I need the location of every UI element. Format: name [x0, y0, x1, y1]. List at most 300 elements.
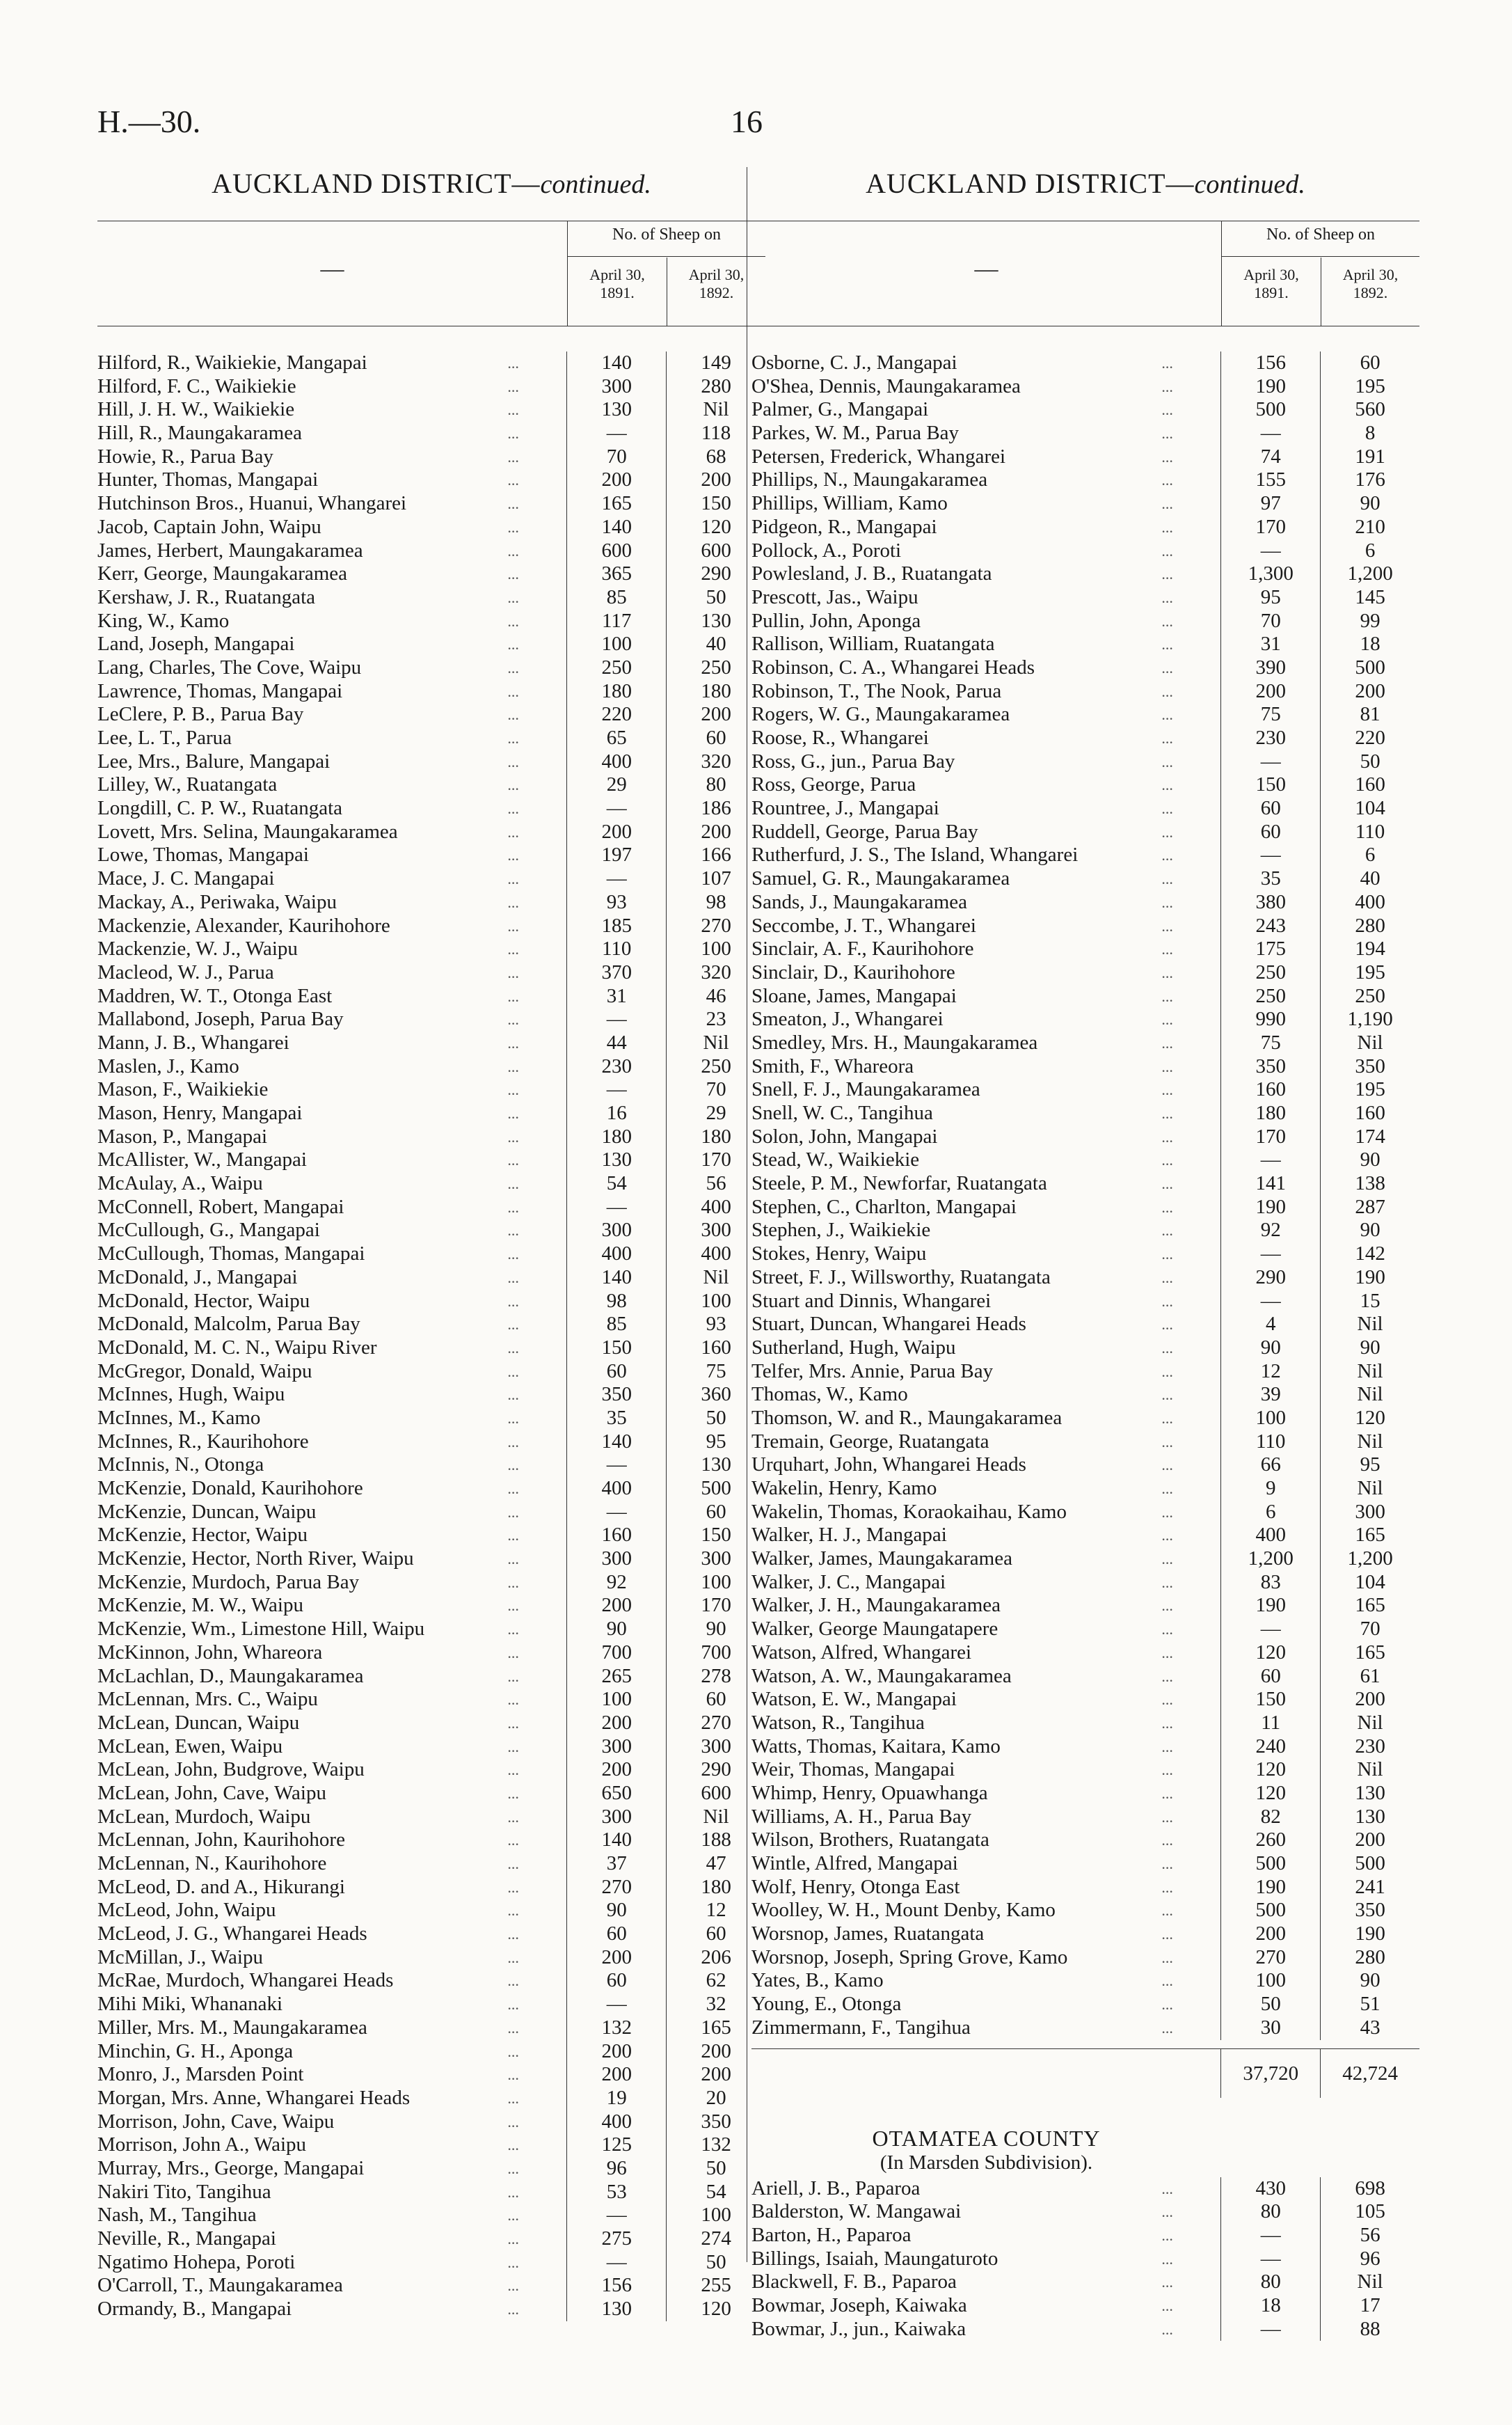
sheep-1891: 6 — [1220, 1501, 1320, 1524]
table-row — [751, 633, 1419, 656]
owner-name: Prescott, Jas., Waipu — [751, 585, 918, 608]
sheep-1892: 250 — [666, 656, 765, 680]
leader-dots: ... — [1161, 565, 1173, 583]
sheep-1892: 50 — [1320, 750, 1419, 774]
leader-dots: ... — [507, 846, 519, 864]
table-row — [97, 2181, 765, 2204]
leader-dots: ... — [507, 1151, 519, 1169]
sheep-1892: 160 — [666, 1336, 765, 1360]
table-row — [97, 1946, 765, 1970]
sheep-1891: 82 — [1220, 1806, 1320, 1829]
leader-dots: ... — [507, 1338, 519, 1357]
sheep-1891: 90 — [566, 1618, 666, 1641]
owner-name: McAulay, A., Waipu — [97, 1172, 263, 1195]
sheep-1892: 400 — [1320, 891, 1419, 915]
leader-dots: ... — [1161, 2296, 1173, 2314]
table-row — [97, 1782, 765, 1806]
sheep-1892: 160 — [1320, 773, 1419, 797]
sheep-1892: 300 — [666, 1735, 765, 1759]
sheep-1892: 149 — [666, 351, 765, 375]
table-row — [751, 2318, 1419, 2341]
sheep-1892: 56 — [1320, 2224, 1419, 2248]
sheep-1891: 200 — [566, 2040, 666, 2064]
table-row — [97, 2227, 765, 2251]
district-total-row — [751, 2048, 1419, 2098]
sheep-1892: 100 — [666, 938, 765, 961]
sheep-1891: 170 — [1220, 516, 1320, 539]
total-1891: 37,720 — [1220, 2049, 1320, 2098]
sheep-1891: 500 — [1220, 1899, 1320, 1922]
sheep-1892: 142 — [1320, 1242, 1419, 1266]
owner-name: Steele, P. M., Newforfar, Ruatangata — [751, 1172, 1047, 1195]
table-row — [97, 1290, 765, 1313]
sheep-1892: 230 — [1320, 1735, 1419, 1759]
district-name: AUCKLAND DISTRICT— — [866, 168, 1195, 199]
table-row — [751, 1571, 1419, 1595]
sheep-1891: 175 — [1220, 938, 1320, 961]
table-row — [751, 1758, 1419, 1782]
leader-dots: ... — [507, 1128, 519, 1146]
sheep-1892: 170 — [666, 1148, 765, 1172]
sheep-1892: 300 — [666, 1219, 765, 1242]
owner-name: King, W., Kamo — [97, 609, 230, 632]
owner-name: Ngatimo Hohepa, Poroti — [97, 2250, 296, 2273]
sheep-1891: 380 — [1220, 891, 1320, 915]
sheep-1892: Nil — [666, 398, 765, 422]
table-row — [751, 750, 1419, 774]
sheep-1891: 30 — [1220, 2016, 1320, 2040]
sheep-1891: 200 — [566, 1758, 666, 1782]
sheep-1891: 180 — [566, 1125, 666, 1149]
leader-dots: ... — [507, 2206, 519, 2225]
leader-dots: ... — [507, 425, 519, 443]
sheep-1892: 700 — [666, 1641, 765, 1665]
sheep-1892: 270 — [666, 915, 765, 938]
sheep-1891: — — [1220, 539, 1320, 563]
leader-dots: ... — [1161, 1268, 1173, 1286]
sheep-1891: — — [1220, 1290, 1320, 1313]
sheep-1891: 140 — [566, 1430, 666, 1454]
sheep-1891: 130 — [566, 2298, 666, 2321]
sheep-1891: 250 — [566, 656, 666, 680]
leader-dots: ... — [1161, 1643, 1173, 1661]
sheep-1892: 500 — [666, 1477, 765, 1501]
sheep-1891: 141 — [1220, 1172, 1320, 1196]
owner-name: Petersen, Frederick, Whangarei — [751, 445, 1006, 468]
table-row — [751, 1618, 1419, 1641]
table-row — [97, 703, 765, 727]
sheep-1891: 400 — [566, 2110, 666, 2134]
sheep-1891: 165 — [566, 492, 666, 516]
table-row — [97, 867, 765, 891]
owner-name: Stephen, C., Charlton, Mangapai — [751, 1195, 1017, 1218]
sheep-1892: Nil — [1320, 1477, 1419, 1501]
sheep-1891: 200 — [566, 1946, 666, 1970]
sheep-1892: Nil — [1320, 1313, 1419, 1336]
sheep-1891: — — [1220, 2224, 1320, 2248]
sheep-1891: 140 — [566, 516, 666, 539]
sheep-1891: 240 — [1220, 1735, 1320, 1759]
owner-name: Sands, J., Maungakaramea — [751, 890, 968, 913]
table-row — [97, 1806, 765, 1829]
owner-name: McLean, Ewen, Waipu — [97, 1735, 283, 1757]
sheep-1892: Nil — [666, 1806, 765, 1829]
sheep-1892: 300 — [1320, 1501, 1419, 1524]
leader-dots: ... — [507, 448, 519, 466]
owner-name: Hill, R., Maungakaramea — [97, 422, 302, 445]
table-row — [751, 2248, 1419, 2271]
leader-dots: ... — [507, 1737, 519, 1755]
owner-name: Snell, W. C., Tangihua — [751, 1102, 933, 1124]
leader-dots: ... — [1161, 1362, 1173, 1380]
leader-dots: ... — [1161, 635, 1173, 654]
leader-dots: ... — [1161, 1432, 1173, 1451]
owner-name: McLeod, J. G., Whangarei Heads — [97, 1922, 367, 1945]
table-row — [97, 1008, 765, 1032]
sheep-1892: 88 — [1320, 2318, 1419, 2341]
owner-name: Roose, R., Whangarei — [751, 727, 929, 749]
owner-name: Rogers, W. G., Maungakaramea — [751, 703, 1010, 726]
owner-name: Solon, John, Mangapai — [751, 1125, 938, 1148]
leader-dots: ... — [1161, 800, 1173, 818]
leader-dots: ... — [1161, 1902, 1173, 1920]
sheep-1891: 60 — [1220, 1665, 1320, 1689]
sheep-1892: 145 — [1320, 586, 1419, 610]
leader-dots: ... — [507, 2253, 519, 2271]
sheep-1892: 560 — [1320, 398, 1419, 422]
sheep-1892: 500 — [1320, 656, 1419, 680]
leader-dots: ... — [1161, 1386, 1173, 1404]
sheep-1891: 300 — [566, 1806, 666, 1829]
owner-name: McRae, Murdoch, Whangarei Heads — [97, 1969, 394, 1992]
table-row — [751, 844, 1419, 867]
sheep-1891: 97 — [1220, 492, 1320, 516]
sheep-1891: 250 — [1220, 985, 1320, 1009]
sheep-1892: 23 — [666, 1008, 765, 1032]
leader-dots: ... — [1161, 1808, 1173, 1826]
leader-dots: ... — [507, 1011, 519, 1029]
right-column — [751, 167, 1419, 2341]
leader-dots: ... — [1161, 1034, 1173, 1052]
sheep-1892: 60 — [666, 1922, 765, 1946]
sheep-1891: 130 — [566, 398, 666, 422]
sheep-1892: 320 — [666, 961, 765, 985]
table-row — [97, 375, 765, 399]
table-row — [97, 727, 765, 750]
table-row — [97, 2274, 765, 2298]
leader-dots: ... — [507, 682, 519, 700]
owner-name: Mann, J. B., Whangarei — [97, 1031, 289, 1054]
table-row — [97, 422, 765, 445]
owner-name: Ross, George, Parua — [751, 773, 916, 796]
sheep-1892: 220 — [1320, 727, 1419, 750]
sheep-1891: 9 — [1220, 1477, 1320, 1501]
leader-dots: ... — [1161, 1409, 1173, 1427]
table-row — [751, 1665, 1419, 1689]
owner-name: McGregor, Donald, Waipu — [97, 1359, 312, 1382]
leader-dots: ... — [1161, 1597, 1173, 1615]
owner-name: Walker, George Maungatapere — [751, 1618, 998, 1641]
table-row — [751, 915, 1419, 938]
sheep-1892: 90 — [1320, 1969, 1419, 1993]
owner-name: Smith, F., Whareora — [751, 1054, 914, 1077]
leader-dots: ... — [507, 401, 519, 419]
owner-name: Pollock, A., Poroti — [751, 539, 902, 562]
sheep-1891: 190 — [1220, 1876, 1320, 1899]
leader-dots: ... — [507, 2277, 519, 2295]
table-row — [97, 1594, 765, 1618]
owner-name: Hill, J. H. W., Waikiekie — [97, 398, 295, 421]
name-column-header: — — [320, 256, 344, 282]
sheep-1891: — — [566, 1501, 666, 1524]
leader-dots: ... — [1161, 518, 1173, 536]
sheep-1891: 18 — [1220, 2294, 1320, 2318]
sheep-1892: Nil — [1320, 1758, 1419, 1782]
leader-dots: ... — [507, 1503, 519, 1521]
sheep-1891: 270 — [1220, 1946, 1320, 1970]
sheep-1892: 195 — [1320, 961, 1419, 985]
table-row — [97, 680, 765, 704]
leader-dots: ... — [507, 1222, 519, 1240]
owner-name: Jacob, Captain John, Waipu — [97, 515, 321, 538]
table-row — [97, 2298, 765, 2321]
sheep-count-header: No. of Sheep on — [1266, 226, 1375, 244]
owner-name: Samuel, G. R., Maungakaramea — [751, 867, 1010, 890]
col-1891-header: April 30, 1891. — [589, 266, 645, 301]
table-row — [751, 2224, 1419, 2248]
sheep-1892: 195 — [1320, 375, 1419, 399]
sheep-1891: — — [566, 1196, 666, 1219]
sheep-1891: 500 — [1220, 1852, 1320, 1876]
table-row — [97, 1055, 765, 1079]
leader-dots: ... — [507, 635, 519, 654]
sheep-1892: 20 — [666, 2087, 765, 2110]
sheep-1892: 130 — [666, 1453, 765, 1477]
owner-name: Morrison, John A., Waipu — [97, 2133, 307, 2156]
county-rows — [751, 2177, 1419, 2341]
sheep-1891: 200 — [1220, 1922, 1320, 1946]
leader-dots: ... — [507, 542, 519, 560]
owner-name: Macleod, W. J., Parua — [97, 961, 274, 984]
sheep-1891: 170 — [1220, 1125, 1320, 1149]
sheep-1892: 105 — [1320, 2200, 1419, 2224]
sheep-1891: 200 — [566, 1594, 666, 1618]
leader-dots: ... — [1161, 823, 1173, 841]
sheep-1892: 40 — [1320, 867, 1419, 891]
table-row — [751, 1102, 1419, 1125]
table-row — [751, 1290, 1419, 1313]
sheep-1892: Nil — [1320, 2270, 1419, 2294]
owner-name: McKinnon, John, Whareora — [97, 1641, 323, 1664]
county-subtitle: (In Marsden Subdivision). — [880, 2151, 1093, 2174]
table-row — [751, 468, 1419, 492]
owner-name: Sinclair, A. F., Kaurihohore — [751, 938, 974, 961]
right-column-title — [751, 167, 1419, 200]
leader-dots: ... — [1161, 1831, 1173, 1849]
sheep-1891: 100 — [1220, 1407, 1320, 1430]
sheep-1892: 160 — [1320, 1102, 1419, 1125]
table-row — [97, 1993, 765, 2016]
sheep-1891: 390 — [1220, 656, 1320, 680]
owner-name: Neville, R., Mangapai — [97, 2227, 276, 2250]
leader-dots: ... — [1161, 893, 1173, 911]
table-row — [97, 2251, 765, 2275]
county-title: OTAMATEA COUNTY — [872, 2125, 1101, 2151]
table-row — [751, 2270, 1419, 2294]
sheep-1892: 32 — [666, 1993, 765, 2016]
owner-name: James, Herbert, Maungakaramea — [97, 539, 363, 562]
owner-name: McInnes, R., Kaurihohore — [97, 1430, 309, 1453]
sheep-1892: 360 — [666, 1383, 765, 1407]
owner-name: Billings, Isaiah, Maungaturoto — [751, 2247, 998, 2270]
table-row — [97, 1758, 765, 1782]
sheep-1891: 29 — [566, 773, 666, 797]
owner-name: McAllister, W., Mangapai — [97, 1148, 307, 1171]
sheep-1892: 255 — [666, 2274, 765, 2298]
owner-name: Stead, W., Waikiekie — [751, 1148, 920, 1171]
leader-dots: ... — [1161, 612, 1173, 630]
leader-dots: ... — [1161, 1338, 1173, 1357]
sheep-1892: 270 — [666, 1712, 765, 1735]
sheep-1891: 75 — [1220, 703, 1320, 727]
sheep-1892: 46 — [666, 985, 765, 1009]
table-row — [751, 422, 1419, 445]
sheep-1892: 47 — [666, 1852, 765, 1876]
owner-name: Watson, A. W., Maungakaramea — [751, 1664, 1012, 1687]
leader-dots: ... — [1161, 1081, 1173, 1099]
sheep-1892: 50 — [666, 1407, 765, 1430]
sheep-1891: 155 — [1220, 468, 1320, 492]
owner-name: McInnes, Hugh, Waipu — [97, 1383, 285, 1406]
sheep-1891: 96 — [566, 2157, 666, 2181]
table-row — [97, 1641, 765, 1665]
sheep-1892: 500 — [1320, 1852, 1419, 1876]
table-row — [751, 1899, 1419, 1922]
table-row — [751, 539, 1419, 563]
sheep-1891: 1,300 — [1220, 562, 1320, 586]
table-row — [751, 1922, 1419, 1946]
table-row — [97, 1078, 765, 1102]
owner-name: Mackenzie, W. J., Waipu — [97, 938, 298, 961]
owner-name: Murray, Mrs., George, Mangapai — [97, 2156, 365, 2179]
leader-dots: ... — [507, 823, 519, 841]
leader-dots: ... — [507, 1691, 519, 1709]
sheep-1892: 600 — [666, 1782, 765, 1806]
leader-dots: ... — [507, 706, 519, 724]
owner-name: Lawrence, Thomas, Mangapai — [97, 679, 343, 702]
sheep-1891: 230 — [1220, 727, 1320, 750]
leader-dots: ... — [1161, 658, 1173, 677]
sheep-1892: 166 — [666, 844, 765, 867]
left-column-title — [97, 167, 765, 200]
sheep-1891: 31 — [1220, 633, 1320, 656]
sheep-1892: 165 — [666, 2016, 765, 2040]
sheep-1891: 180 — [566, 680, 666, 704]
leader-dots: ... — [1161, 870, 1173, 888]
leader-dots: ... — [507, 1316, 519, 1334]
table-row — [751, 1782, 1419, 1806]
leader-dots: ... — [1161, 495, 1173, 513]
leader-dots: ... — [507, 1831, 519, 1849]
leader-dots: ... — [1161, 1878, 1173, 1896]
sheep-1892: 165 — [1320, 1594, 1419, 1618]
sheep-1891: 243 — [1220, 915, 1320, 938]
owner-name: Wakelin, Henry, Kamo — [751, 1477, 937, 1499]
owner-name: Maslen, J., Kamo — [97, 1054, 239, 1077]
owner-name: Barton, H., Paparoa — [751, 2223, 912, 2246]
table-row — [751, 1477, 1419, 1501]
leader-dots: ... — [1161, 1128, 1173, 1146]
sheep-1892: 6 — [1320, 844, 1419, 867]
leader-dots: ... — [507, 1902, 519, 1920]
sheep-1892: 280 — [666, 375, 765, 399]
table-row — [751, 867, 1419, 891]
leader-dots: ... — [507, 1855, 519, 1872]
leader-dots: ... — [507, 565, 519, 583]
right-rows — [751, 351, 1419, 2040]
sheep-1892: 17 — [1320, 2294, 1419, 2318]
owner-name: Zimmermann, F., Tangihua — [751, 2016, 971, 2039]
table-row — [751, 821, 1419, 844]
owner-name: Monro, J., Marsden Point — [97, 2063, 304, 2086]
sheep-1892: 241 — [1320, 1876, 1419, 1899]
sheep-1892: 174 — [1320, 1125, 1419, 1149]
sheep-1891: — — [566, 797, 666, 821]
sheep-1891: 125 — [566, 2133, 666, 2157]
owner-name: McKenzie, Donald, Kaurihohore — [97, 1477, 363, 1499]
sheep-1892: 698 — [1320, 2177, 1419, 2201]
owner-name: Whimp, Henry, Opuawhanga — [751, 1781, 988, 1804]
sheep-1892: Nil — [1320, 1430, 1419, 1454]
owner-name: McLeod, D. and A., Hikurangi — [97, 1875, 345, 1898]
table-row — [97, 1712, 765, 1735]
table-row — [751, 492, 1419, 516]
sheep-1891: 190 — [1220, 1594, 1320, 1618]
sheep-1891: 92 — [1220, 1219, 1320, 1242]
owner-name: McLean, John, Cave, Waipu — [97, 1781, 326, 1804]
sheep-1891: 100 — [566, 1688, 666, 1712]
sheep-1891: 990 — [1220, 1008, 1320, 1032]
leader-dots: ... — [507, 1550, 519, 1568]
leader-dots: ... — [1161, 1151, 1173, 1169]
leader-dots: ... — [507, 658, 519, 677]
table-row — [97, 1102, 765, 1125]
sheep-1892: 130 — [1320, 1806, 1419, 1829]
sheep-1891: 117 — [566, 610, 666, 633]
table-row — [751, 938, 1419, 961]
sheep-1891: — — [1220, 1618, 1320, 1641]
sheep-1892: 200 — [1320, 1688, 1419, 1712]
table-row — [97, 633, 765, 656]
leader-dots: ... — [1161, 1198, 1173, 1216]
sheep-1891: 200 — [566, 2063, 666, 2087]
owner-name: McInnis, N., Otonga — [97, 1453, 264, 1476]
table-row — [97, 1852, 765, 1876]
owner-name: McLachlan, D., Maungakaramea — [97, 1664, 364, 1687]
sheep-1892: 186 — [666, 797, 765, 821]
sheep-1892: 60 — [1320, 351, 1419, 375]
leader-dots: ... — [1161, 2320, 1173, 2338]
leader-dots: ... — [1161, 542, 1173, 560]
sheep-1891: 150 — [1220, 773, 1320, 797]
leader-dots: ... — [1161, 1573, 1173, 1591]
sheep-1891: — — [566, 1993, 666, 2016]
col-1892-header: April 30, 1892. — [1342, 266, 1399, 301]
table-row — [751, 2200, 1419, 2224]
sheep-1891: — — [1220, 1148, 1320, 1172]
table-row — [751, 1876, 1419, 1899]
sheep-1892: 150 — [666, 1524, 765, 1547]
